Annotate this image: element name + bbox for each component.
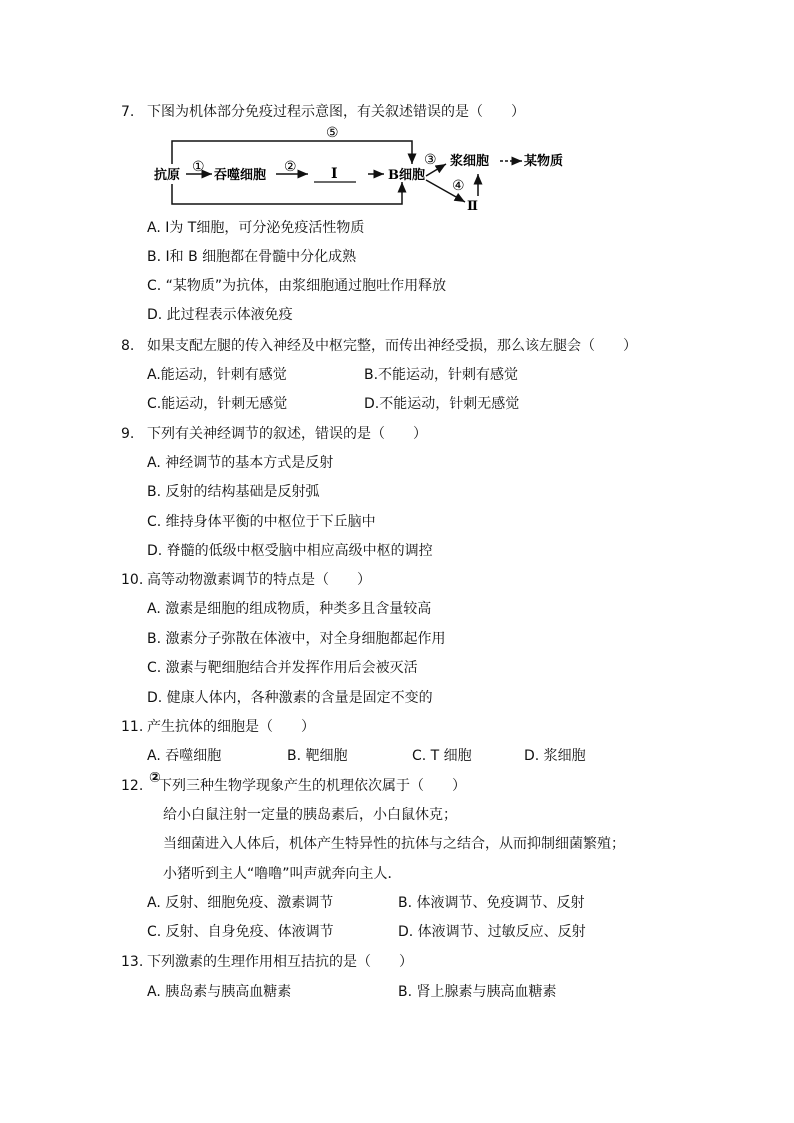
question-stem: 下列激素的生理作用相互拮抗的是（ ） [147, 954, 413, 970]
marker-1: ① [192, 159, 205, 175]
circled-number-mark: ② [149, 770, 161, 786]
question-stem: 高等动物激素调节的特点是（ ） [147, 572, 371, 588]
label-i: I [331, 166, 338, 182]
question-stem: 产生抗体的细胞是（ ） [147, 719, 315, 735]
option-d: D.不能运动，针刺无感觉 [364, 396, 520, 412]
marker-5: ⑤ [326, 125, 339, 141]
option-d: D. 此过程表示体液免疫 [147, 307, 293, 323]
statement-3: 小猪听到主人“噜噜”叫声就奔向主人． [163, 866, 402, 882]
marker-2: ② [284, 159, 297, 175]
statement-1: 给小白鼠注射一定量的胰岛素后，小白鼠休克； [163, 807, 457, 823]
label-ii: Ⅱ [467, 199, 478, 214]
label-b-cell: B细胞 [388, 168, 425, 183]
option-b: B. I和 B 细胞都在骨髓中分化成熟 [147, 249, 357, 265]
option-c: C. 激素与靶细胞结合并发挥作用后会被灭活 [147, 660, 418, 676]
label-plasma-cell: 浆细胞 [450, 154, 490, 169]
loop-arrow-bottom [172, 182, 402, 204]
question-number: 12. [121, 778, 144, 794]
option-b: B. 靶细胞 [287, 748, 348, 764]
question-stem: 下列有关神经调节的叙述，错误的是（ ） [147, 426, 427, 442]
option-b: B.不能运动，针刺有感觉 [364, 367, 519, 383]
option-a: A. 胰岛素与胰高血糖素 [147, 984, 292, 1000]
question-number: 8. [121, 338, 135, 354]
question-number: 9. [121, 426, 135, 442]
option-b: B. 肾上腺素与胰高血糖素 [398, 984, 557, 1000]
marker-4: ④ [452, 178, 465, 194]
option-c: C.能运动，针刺无感觉 [147, 396, 288, 412]
option-a: A. 吞噬细胞 [147, 748, 222, 764]
option-d: D. 健康人体内，各种激素的含量是固定不变的 [147, 690, 433, 706]
question-stem: 下图为机体部分免疫过程示意图，有关叙述错误的是（ ） [147, 104, 525, 120]
option-a: A. 神经调节的基本方式是反射 [147, 455, 334, 471]
immune-process-diagram [150, 124, 590, 216]
option-c: C. T 细胞 [412, 748, 472, 764]
option-c: C. 维持身体平衡的中枢位于下丘脑中 [147, 514, 376, 530]
option-d: D. 脊髓的低级中枢受脑中相应高级中枢的调控 [147, 543, 433, 559]
option-b: B. 体液调节、免疫调节、反射 [398, 895, 585, 911]
question-number: 7. [121, 104, 135, 120]
option-d: D. 浆细胞 [524, 748, 586, 764]
option-c: C. 反射、自身免疫、体液调节 [147, 924, 334, 940]
option-a: A. 激素是细胞的组成物质，种类多且含量较高 [147, 601, 432, 617]
label-phagocyte: 吞噬细胞 [214, 168, 267, 183]
option-d: D. 体液调节、过敏反应、反射 [398, 924, 586, 940]
question-number: 10. [121, 572, 144, 588]
option-c: C. “某物质”为抗体，由浆细胞通过胞吐作用释放 [147, 278, 447, 294]
question-number: 13. [121, 954, 144, 970]
label-substance: 某物质 [524, 154, 564, 169]
label-antigen: 抗原 [154, 168, 181, 183]
question-stem: 下列三种生物学现象产生的机理依次属于（ ） [158, 778, 466, 794]
statement-2: 当细菌进入人体后，机体产生特异性的抗体与之结合，从而抑制细菌繁殖； [163, 836, 625, 852]
option-a: A. 反射、细胞免疫、激素调节 [147, 895, 334, 911]
question-number: 11. [121, 719, 144, 735]
marker-3: ③ [424, 152, 437, 168]
option-b: B. 激素分子弥散在体液中，对全身细胞都起作用 [147, 631, 446, 647]
option-b: B. 反射的结构基础是反射弧 [147, 484, 320, 500]
option-a: A. I为 T细胞，可分泌免疫活性物质 [147, 220, 365, 236]
option-a: A.能运动，针刺有感觉 [147, 367, 287, 383]
question-stem: 如果支配左腿的传入神经及中枢完整，而传出神经受损，那么该左腿会（ ） [147, 338, 637, 354]
